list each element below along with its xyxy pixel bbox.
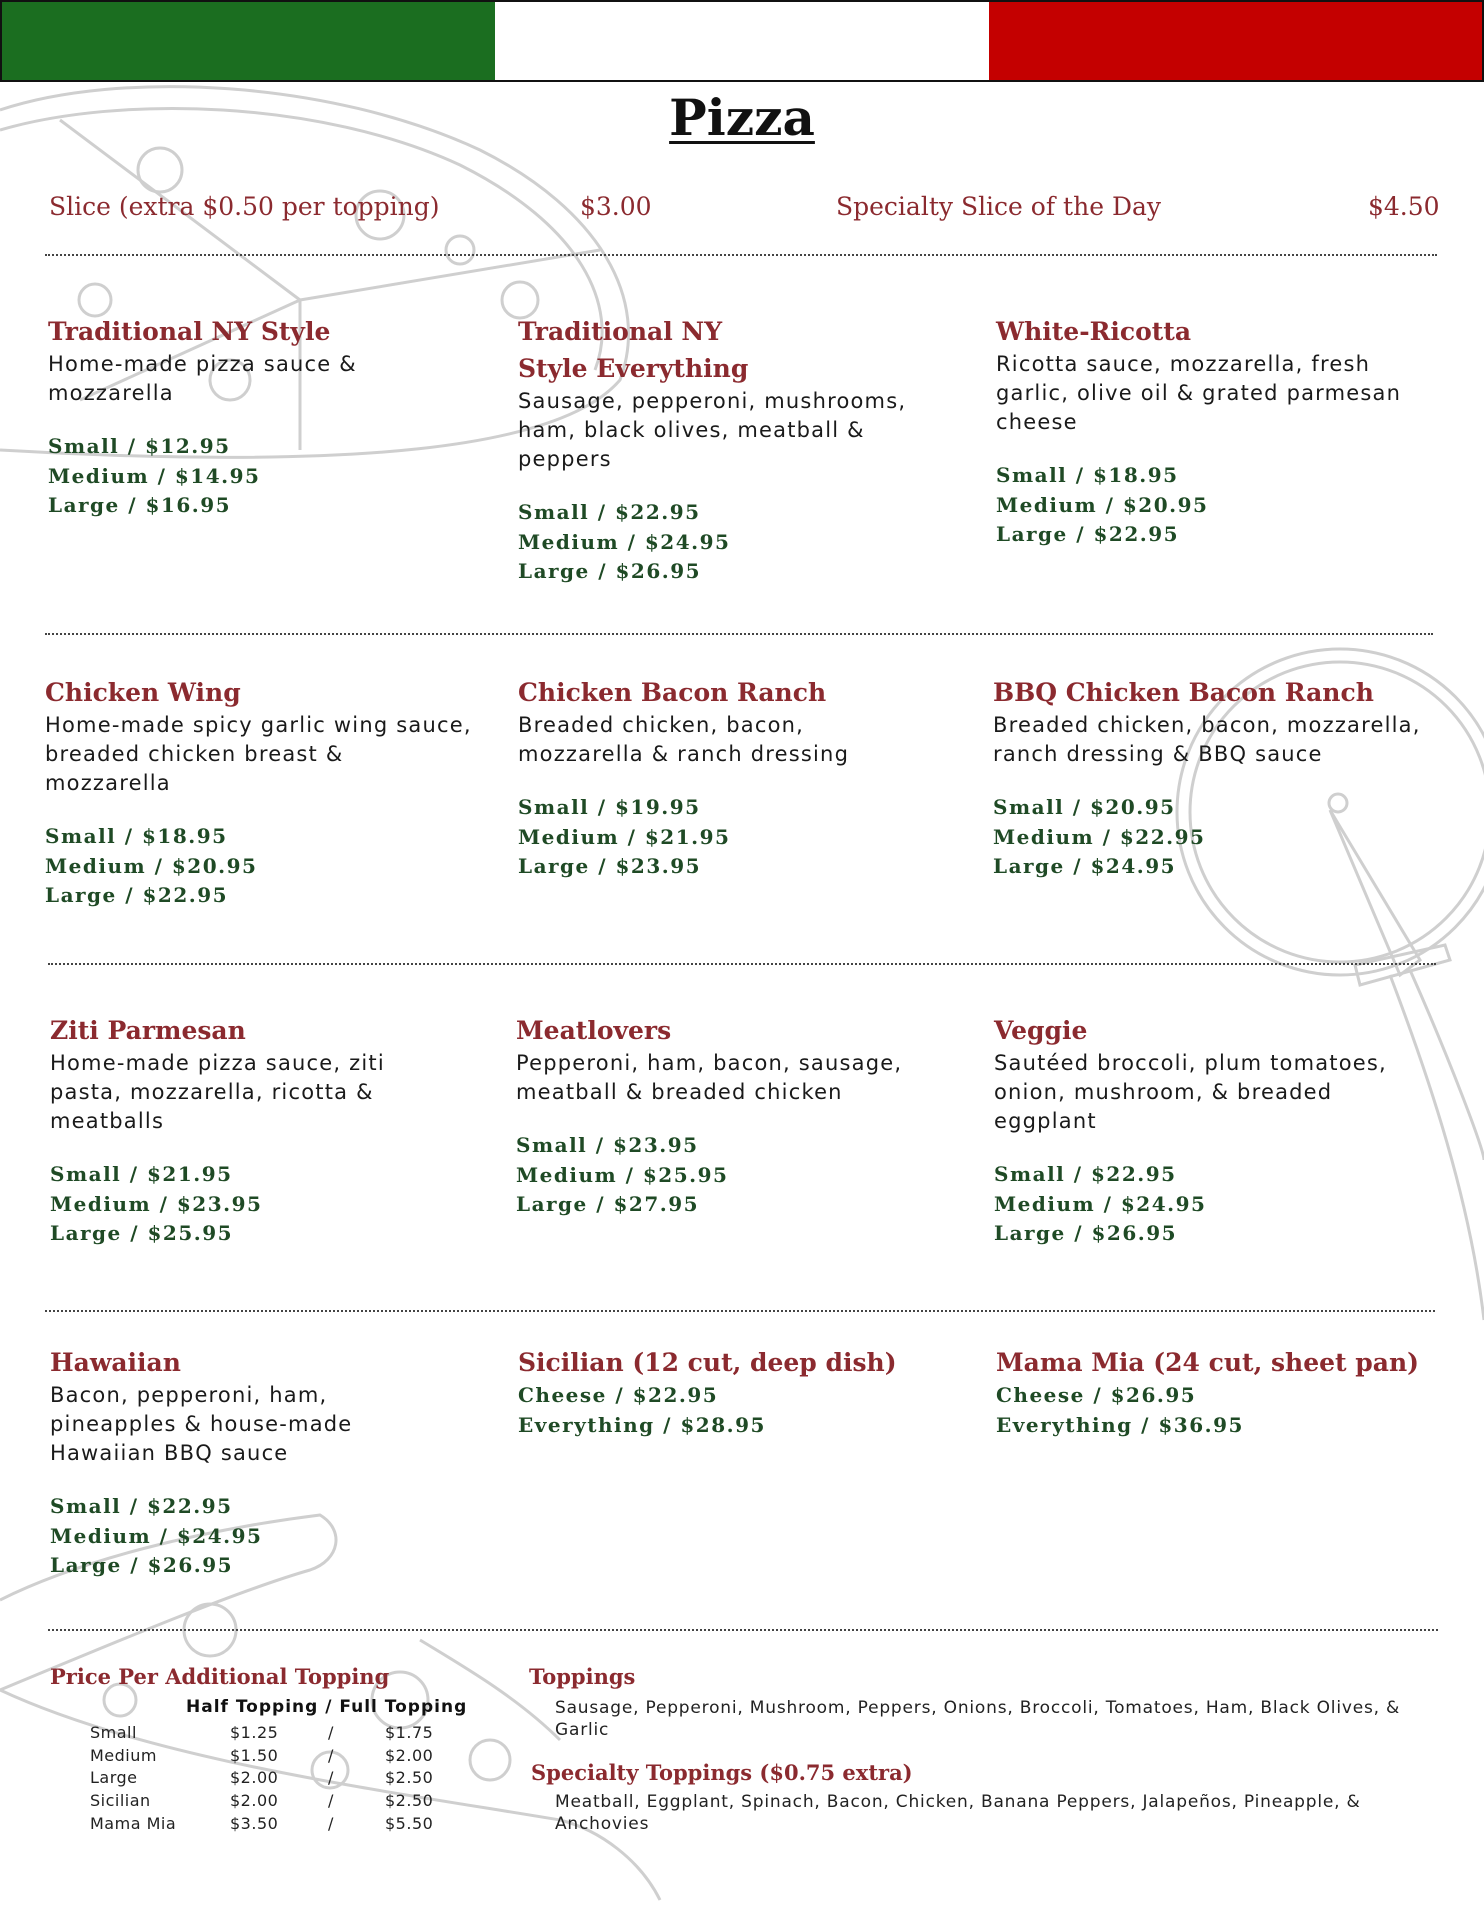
- price-medium: Medium / $22.95: [993, 824, 1206, 849]
- item-name: Sicilian (12 cut, deep dish): [518, 1348, 897, 1377]
- price-medium: Medium / $24.95: [518, 529, 731, 554]
- table-row: [90, 1721, 433, 1744]
- price-everything: Everything / $36.95: [996, 1412, 1244, 1437]
- divider: [48, 963, 1436, 965]
- slice-price: $3.00: [580, 192, 652, 221]
- item-description: Bacon, pepperoni, ham, pineapples & house-made Hawaiian BBQ sauce: [50, 1383, 353, 1465]
- price-large: Large / $26.95: [518, 559, 702, 583]
- price-small: Small / $20.95: [993, 795, 1176, 819]
- table-row: [90, 1812, 433, 1835]
- item-name: White-Ricotta: [996, 317, 1192, 346]
- price-small: Small / $12.95: [48, 434, 231, 458]
- item-name: Mama Mia (24 cut, sheet pan): [996, 1348, 1419, 1377]
- full-price-cell: $2.00: [385, 1745, 434, 1765]
- price-large: Large / $22.95: [45, 883, 229, 907]
- size-cell: Mama Mia: [90, 1814, 177, 1834]
- topping-price-table: [90, 1721, 433, 1835]
- separator-cell: /: [328, 1768, 334, 1788]
- flag-banner: [0, 0, 1484, 82]
- half-price-cell: $1.50: [230, 1745, 279, 1765]
- price-small: Small / $18.95: [996, 463, 1179, 487]
- item-description: Home-made spicy garlic wing sauce, breaded chicken breast & mozzarella: [45, 713, 472, 795]
- menu-item: [994, 1012, 1434, 1249]
- divider: [45, 254, 1437, 256]
- menu-item: [996, 313, 1436, 550]
- price-cheese: Cheese / $22.95: [518, 1383, 719, 1407]
- item-name: Chicken Wing: [45, 678, 241, 707]
- item-name: Meatlovers: [516, 1016, 672, 1045]
- flag-white-stripe: [495, 2, 988, 80]
- price-small: Small / $21.95: [50, 1162, 233, 1186]
- price-medium: Medium / $24.95: [994, 1191, 1207, 1216]
- specialty-slice-price: $4.50: [1368, 192, 1440, 221]
- price-large: Large / $22.95: [996, 522, 1180, 546]
- specialty-toppings-heading: Specialty Toppings ($0.75 extra): [531, 1760, 913, 1785]
- price-cheese: Cheese / $26.95: [996, 1383, 1197, 1407]
- topping-price-subheading: Half Topping / Full Topping: [186, 1697, 468, 1717]
- price-medium: Medium / $23.95: [50, 1191, 263, 1216]
- price-medium: Medium / $24.95: [50, 1523, 263, 1548]
- price-large: Large / $25.95: [50, 1221, 234, 1245]
- page-title: Pizza: [669, 88, 815, 147]
- item-name: BBQ Chicken Bacon Ranch: [993, 678, 1374, 707]
- price-large: Large / $24.95: [993, 854, 1177, 878]
- item-name: Veggie: [994, 1016, 1088, 1045]
- item-name: Traditional NY Style: [48, 317, 331, 346]
- table-row: [90, 1767, 433, 1790]
- menu-item: [45, 674, 475, 911]
- separator-cell: /: [328, 1745, 334, 1765]
- table-row: [90, 1789, 433, 1812]
- item-description: Breaded chicken, bacon, mozzarella & ranch dressing: [518, 713, 850, 766]
- price-large: Large / $23.95: [518, 854, 702, 878]
- item-description: Pepperoni, ham, bacon, sausage, meatball & breaded chicken: [516, 1051, 903, 1104]
- item-description: Breaded chicken, bacon, mozzarella, ranch dressing & BBQ sauce: [993, 713, 1421, 766]
- price-large: Large / $26.95: [50, 1553, 234, 1577]
- menu-item: [518, 1344, 978, 1440]
- flag-green-stripe: [2, 2, 495, 80]
- price-small: Small / $22.95: [518, 500, 701, 524]
- topping-price-heading: Price Per Additional Topping: [50, 1664, 390, 1689]
- menu-item: [518, 674, 898, 882]
- separator-cell: /: [328, 1722, 334, 1742]
- item-description: Home-made pizza sauce, ziti pasta, mozzarella, ricotta & meatballs: [50, 1051, 385, 1133]
- menu-item: [50, 1012, 450, 1249]
- price-medium: Medium / $21.95: [518, 824, 731, 849]
- half-price-cell: $2.00: [230, 1791, 279, 1811]
- item-name: Ziti Parmesan: [50, 1016, 246, 1045]
- price-everything: Everything / $28.95: [518, 1412, 766, 1437]
- price-medium: Medium / $20.95: [45, 853, 258, 878]
- table-row: [90, 1744, 433, 1767]
- half-price-cell: $1.25: [230, 1722, 279, 1742]
- price-medium: Medium / $20.95: [996, 492, 1209, 517]
- size-cell: Sicilian: [90, 1791, 151, 1811]
- price-large: Large / $26.95: [994, 1221, 1178, 1245]
- full-price-cell: $2.50: [385, 1791, 434, 1811]
- separator-cell: /: [328, 1814, 334, 1834]
- flag-red-stripe: [989, 2, 1482, 80]
- menu-item: [50, 1344, 410, 1581]
- menu-item: [996, 1344, 1456, 1440]
- divider: [45, 633, 1433, 635]
- full-price-cell: $1.75: [385, 1722, 434, 1742]
- price-small: Small / $23.95: [516, 1133, 699, 1157]
- price-large: Large / $16.95: [48, 493, 232, 517]
- menu-item: [516, 1012, 946, 1220]
- price-small: Small / $19.95: [518, 795, 701, 819]
- specialty-toppings-list: Meatball, Eggplant, Spinach, Bacon, Chicken, Banana Peppers, Jalapeños, Pineapple, & Anchovies: [555, 1792, 1361, 1834]
- size-cell: Small: [90, 1722, 137, 1742]
- item-description: Sausage, pepperoni, mushrooms, ham, black olives, meatball & peppers: [518, 389, 907, 471]
- full-price-cell: $5.50: [385, 1814, 434, 1834]
- price-large: Large / $27.95: [516, 1192, 700, 1216]
- item-name: Hawaiian: [50, 1348, 181, 1377]
- half-price-cell: $2.00: [230, 1768, 279, 1788]
- divider: [48, 1629, 1438, 1631]
- specialty-slice-label: Specialty Slice of the Day: [836, 192, 1162, 221]
- size-cell: Large: [90, 1768, 138, 1788]
- price-small: Small / $18.95: [45, 824, 228, 848]
- price-small: Small / $22.95: [50, 1494, 233, 1518]
- divider: [45, 1310, 1435, 1312]
- item-description: Home-made pizza sauce & mozzarella: [48, 352, 357, 405]
- item-description: Sautéed broccoli, plum tomatoes, onion, mushroom, & breaded eggplant: [994, 1051, 1387, 1133]
- item-description: Ricotta sauce, mozzarella, fresh garlic, olive oil & grated parmesan cheese: [996, 352, 1402, 434]
- item-name: Traditional NY Style Everything: [518, 317, 749, 383]
- menu-item: [993, 674, 1433, 882]
- toppings-list: Sausage, Pepperoni, Mushroom, Peppers, Onions, Broccoli, Tomatoes, Ham, Black Olives, & Garlic: [555, 1698, 1401, 1740]
- price-medium: Medium / $25.95: [516, 1162, 729, 1187]
- item-name: Chicken Bacon Ranch: [518, 678, 827, 707]
- half-price-cell: $3.50: [230, 1814, 279, 1834]
- separator-cell: /: [328, 1791, 334, 1811]
- toppings-heading: Toppings: [529, 1664, 636, 1689]
- menu-item: [518, 313, 778, 387]
- price-medium: Medium / $14.95: [48, 463, 261, 488]
- full-price-cell: $2.50: [385, 1768, 434, 1788]
- size-cell: Medium: [90, 1745, 157, 1765]
- slice-label: Slice (extra $0.50 per topping): [49, 192, 440, 221]
- menu-item-body: [518, 387, 948, 587]
- menu-item: [48, 313, 388, 521]
- price-small: Small / $22.95: [994, 1162, 1177, 1186]
